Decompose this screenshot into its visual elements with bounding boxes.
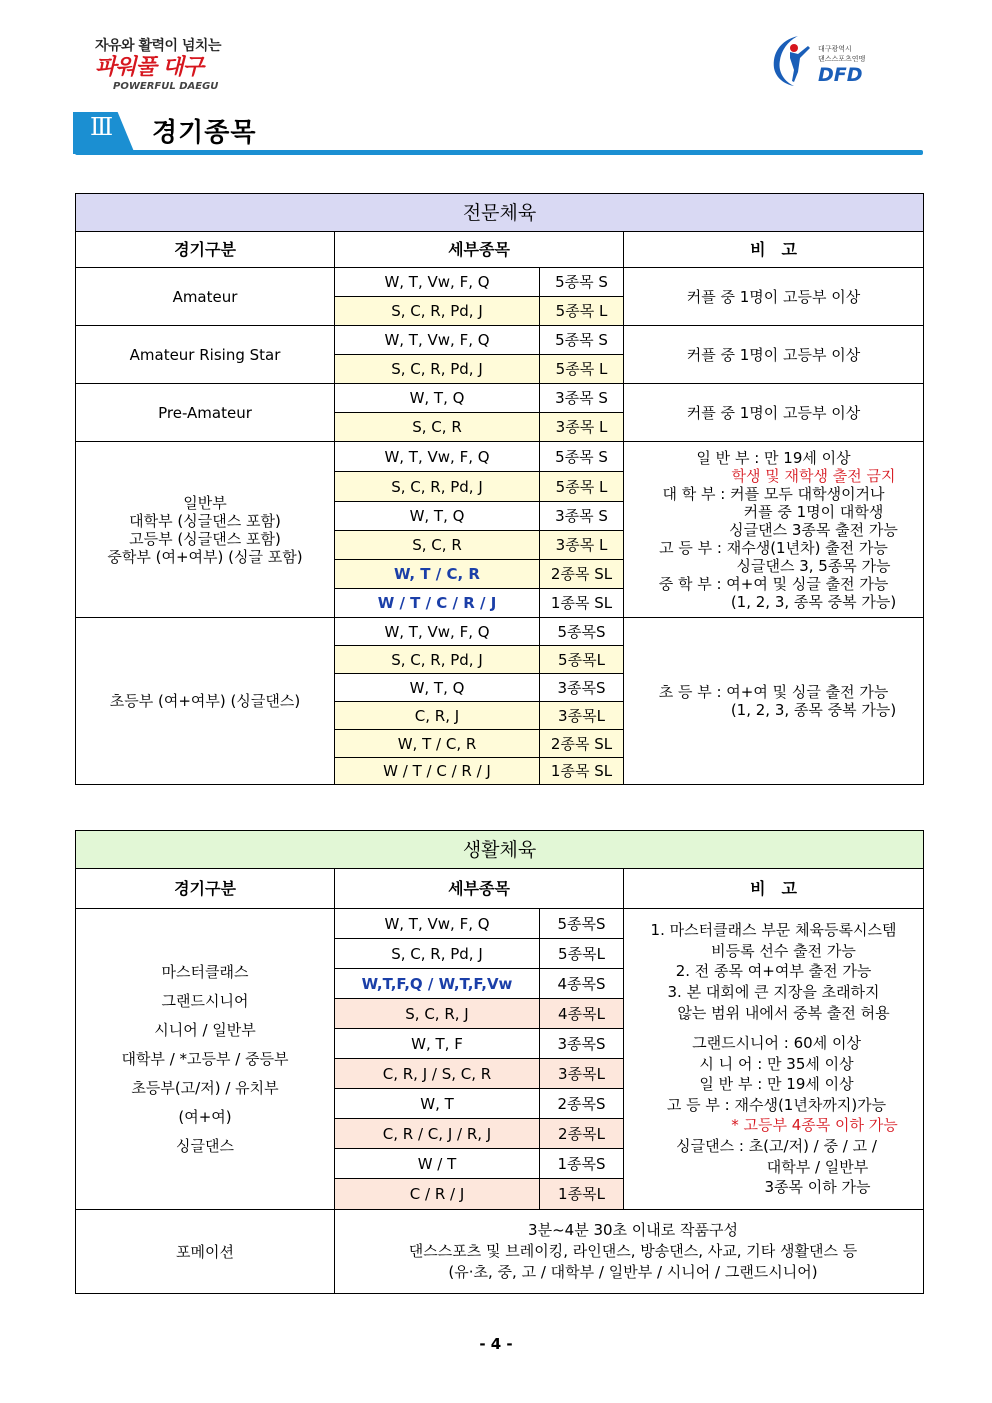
category-label: 대학부 / *고등부 / 중등부 bbox=[121, 1049, 289, 1068]
life-sports-table bbox=[75, 830, 924, 1294]
count-cell: 5종목 S bbox=[540, 326, 624, 355]
section-title: 경기종목 bbox=[152, 118, 257, 148]
event-cell: W, T, Q bbox=[335, 674, 540, 702]
event-cell: C, R / C, J / R, J bbox=[335, 1119, 540, 1149]
event-cell: S, C, R, Pd, J bbox=[335, 355, 540, 384]
event-cell: W, T / C, R bbox=[335, 560, 540, 589]
category-label: Amateur Rising Star bbox=[76, 326, 335, 384]
category-label-group bbox=[76, 442, 335, 618]
org-line2: 댄스스포츠연맹 bbox=[818, 55, 866, 63]
event-cell: W, T, Vw, F, Q bbox=[335, 618, 540, 646]
note-line: 3종목 이하 가능 bbox=[764, 1178, 871, 1197]
count-cell: 4종목S bbox=[540, 969, 624, 999]
category-label: 싱글댄스 bbox=[176, 1136, 234, 1155]
category-label-group bbox=[76, 909, 335, 1210]
count-cell: 5종목L bbox=[540, 939, 624, 969]
category-label: 포메이션 bbox=[76, 1210, 335, 1294]
note-cell bbox=[624, 618, 924, 785]
note-line: 비등록 선수 출전 가능 bbox=[711, 941, 856, 960]
event-cell: W, T, Q bbox=[335, 502, 540, 531]
note-line: 중 학 부 : 여+여 및 싱글 출전 가능 bbox=[658, 574, 889, 593]
count-cell: 5종목 S bbox=[540, 442, 624, 472]
note-line: 일 반 부 : 만 19세 이상 bbox=[699, 1075, 854, 1094]
col-header: 비 고 bbox=[624, 869, 924, 909]
event-cell: W, T, F bbox=[335, 1029, 540, 1059]
event-cell: W, T, Vw, F, Q bbox=[335, 909, 540, 939]
note-cell bbox=[624, 442, 924, 618]
event-cell: W, T, Vw, F, Q bbox=[335, 442, 540, 472]
section-number: Ⅲ bbox=[90, 113, 114, 141]
count-cell: 5종목 L bbox=[540, 355, 624, 384]
note-line: 고 등 부 : 재수생(1년차) 출전 가능 bbox=[659, 538, 888, 557]
event-cell: W, T bbox=[335, 1089, 540, 1119]
count-cell: 3종목L bbox=[540, 1059, 624, 1089]
note-line: 고 등 부 : 재수생(1년차까지)가능 bbox=[666, 1095, 887, 1114]
event-cell: W,T,F,Q / W,T,F,Vw bbox=[335, 969, 540, 999]
event-cell: S, C, R bbox=[335, 531, 540, 560]
category-label: Pre-Amateur bbox=[76, 384, 335, 442]
note-cell bbox=[335, 1210, 924, 1294]
note-line: 3. 본 대회에 큰 지장을 초래하지 bbox=[667, 982, 880, 1001]
note-cell: 커플 중 1명이 고등부 이상 bbox=[624, 384, 924, 442]
slogan-line3: POWERFUL DAEGU bbox=[113, 81, 219, 92]
note-line: (1, 2, 3, 종목 중복 가능) bbox=[730, 701, 897, 719]
dfd-logo bbox=[768, 32, 908, 92]
note-line: (유·초, 중, 고 / 대학부 / 일반부 / 시니어 / 그랜드시니어) bbox=[448, 1263, 818, 1281]
count-cell: 1종목 SL bbox=[540, 589, 624, 618]
note-line: 그랜드시니어 : 60세 이상 bbox=[692, 1034, 861, 1053]
pro-sports-table bbox=[75, 193, 924, 785]
table-title: 생활체육 bbox=[76, 831, 924, 869]
event-cell: W, T, Q bbox=[335, 384, 540, 413]
note-line-warning: 학생 및 재학생 출전 금지 bbox=[731, 466, 896, 485]
count-cell: 2종목S bbox=[540, 1089, 624, 1119]
count-cell: 3종목 L bbox=[540, 413, 624, 442]
event-cell: W, T, Vw, F, Q bbox=[335, 326, 540, 355]
note-line: 시 니 어 : 만 35세 이상 bbox=[699, 1054, 854, 1073]
col-header: 세부종목 bbox=[335, 232, 624, 268]
note-line: 대 학 부 : 커플 모두 대학생이거나 bbox=[662, 484, 885, 503]
col-header: 비 고 bbox=[624, 232, 924, 268]
category-label: 그랜드시니어 bbox=[161, 991, 249, 1010]
count-cell: 4종목L bbox=[540, 999, 624, 1029]
event-cell: W / T / C / R / J bbox=[335, 589, 540, 618]
category-label: (여+여) bbox=[178, 1107, 232, 1126]
count-cell: 5종목 S bbox=[540, 268, 624, 297]
count-cell: 2종목L bbox=[540, 1119, 624, 1149]
count-cell: 1종목S bbox=[540, 1149, 624, 1179]
slogan-line1: 자유와 활력이 넘치는 bbox=[95, 38, 221, 54]
note-line: 일 반 부 : 만 19세 이상 bbox=[696, 448, 851, 467]
note-cell bbox=[624, 909, 924, 1210]
note-line: 3분~4분 30초 이내로 작품구성 bbox=[528, 1221, 738, 1239]
note-line: 싱글댄스 3종목 출전 가능 bbox=[729, 520, 898, 539]
note-line: 초 등 부 : 여+여 및 싱글 출전 가능 bbox=[658, 683, 889, 701]
event-cell: S, C, R, Pd, J bbox=[335, 472, 540, 502]
category-label: 중학부 (여+여부) (싱글 포함) bbox=[107, 547, 303, 566]
category-label: 고등부 (싱글댄스 포함) bbox=[129, 529, 281, 548]
note-cell: 커플 중 1명이 고등부 이상 bbox=[624, 326, 924, 384]
event-cell: S, C, R bbox=[335, 413, 540, 442]
table-title: 전문체육 bbox=[76, 194, 924, 232]
event-cell: C / R / J bbox=[335, 1179, 540, 1210]
note-cell: 커플 중 1명이 고등부 이상 bbox=[624, 268, 924, 326]
note-line: 싱글댄스 3, 5종목 가능 bbox=[736, 556, 891, 575]
category-label: 초등부 (여+여부) (싱글댄스) bbox=[76, 618, 335, 785]
org-abbr: DFD bbox=[818, 64, 863, 86]
count-cell: 2종목 SL bbox=[540, 730, 624, 758]
event-cell: S, C, R, J bbox=[335, 999, 540, 1029]
category-label: 마스터클래스 bbox=[161, 962, 249, 981]
count-cell: 3종목S bbox=[540, 1029, 624, 1059]
count-cell: 1종목L bbox=[540, 1179, 624, 1210]
event-cell: S, C, R, Pd, J bbox=[335, 939, 540, 969]
count-cell: 5종목S bbox=[540, 909, 624, 939]
daegu-logo bbox=[95, 35, 255, 92]
col-header: 경기구분 bbox=[76, 232, 335, 268]
col-header: 세부종목 bbox=[335, 869, 624, 909]
note-line: 않는 범위 내에서 중복 출전 허용 bbox=[677, 1003, 890, 1022]
count-cell: 3종목 S bbox=[540, 502, 624, 531]
note-line: 대학부 / 일반부 bbox=[766, 1157, 869, 1176]
page-header bbox=[0, 0, 992, 160]
count-cell: 5종목L bbox=[540, 646, 624, 674]
col-header: 경기구분 bbox=[76, 869, 335, 909]
note-line: 싱글댄스 : 초(고/저) / 중 / 고 / bbox=[676, 1137, 877, 1156]
event-cell: W / T / C / R / J bbox=[335, 758, 540, 785]
count-cell: 1종목 SL bbox=[540, 758, 624, 785]
count-cell: 5종목 L bbox=[540, 472, 624, 502]
category-label: 초등부(고/저) / 유치부 bbox=[131, 1078, 279, 1097]
count-cell: 3종목S bbox=[540, 674, 624, 702]
page-number: - 4 - bbox=[479, 1335, 513, 1353]
event-cell: W, T / C, R bbox=[335, 730, 540, 758]
event-cell: C, R, J bbox=[335, 702, 540, 730]
count-cell: 3종목L bbox=[540, 702, 624, 730]
count-cell: 5종목S bbox=[540, 618, 624, 646]
count-cell: 2종목 SL bbox=[540, 560, 624, 589]
note-line: 1. 마스터클래스 부문 체육등록시스템 bbox=[650, 921, 897, 940]
org-line1: 대구광역시 bbox=[818, 45, 852, 53]
note-line: (1, 2, 3, 종목 중복 가능) bbox=[730, 592, 897, 611]
category-label: 시니어 / 일반부 bbox=[154, 1020, 256, 1039]
count-cell: 3종목 L bbox=[540, 531, 624, 560]
count-cell: 3종목 S bbox=[540, 384, 624, 413]
note-line-warning: * 고등부 4종목 이하 가능 bbox=[731, 1116, 898, 1135]
note-line: 2. 전 종목 여+여부 출전 가능 bbox=[675, 962, 872, 981]
category-label: 대학부 (싱글댄스 포함) bbox=[129, 511, 281, 530]
count-cell: 5종목 L bbox=[540, 297, 624, 326]
event-cell: C, R, J / S, C, R bbox=[335, 1059, 540, 1089]
event-cell: W / T bbox=[335, 1149, 540, 1179]
event-cell: W, T, Vw, F, Q bbox=[335, 268, 540, 297]
section-underline bbox=[75, 150, 923, 155]
event-cell: S, C, R, Pd, J bbox=[335, 297, 540, 326]
note-line: 댄스스포츠 및 브레이킹, 라인댄스, 방송댄스, 사교, 기타 생활댄스 등 bbox=[408, 1242, 858, 1260]
event-cell: S, C, R, Pd, J bbox=[335, 646, 540, 674]
slogan-line2: 파워풀 대구 bbox=[95, 55, 203, 80]
note-line: 커플 중 1명이 대학생 bbox=[743, 502, 884, 521]
category-label: 일반부 bbox=[183, 493, 227, 512]
category-label: Amateur bbox=[76, 268, 335, 326]
